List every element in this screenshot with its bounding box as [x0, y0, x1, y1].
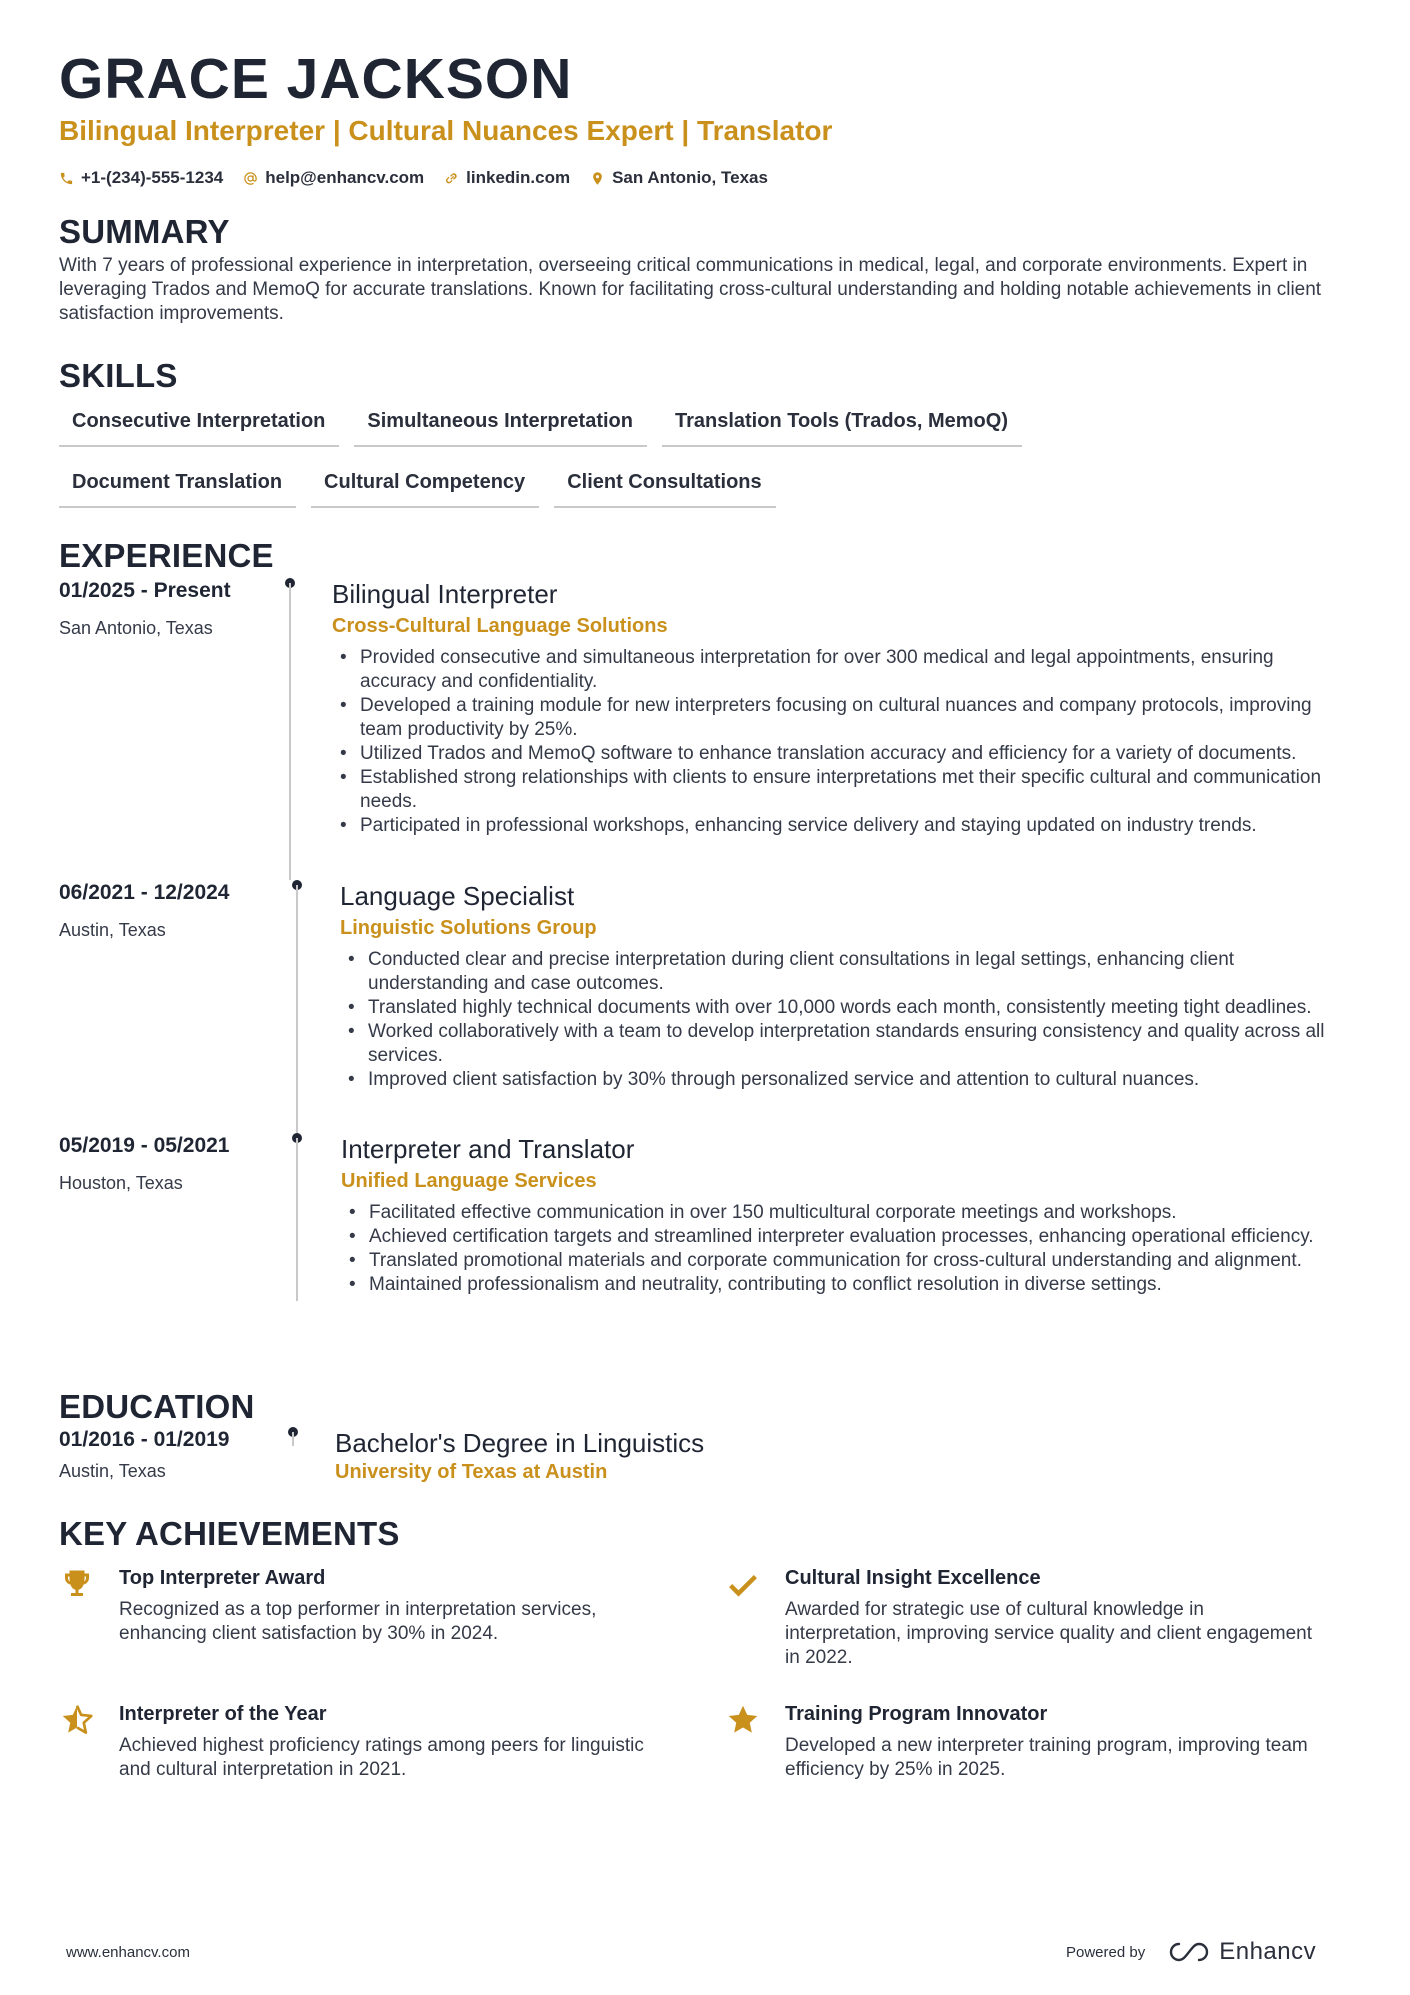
job-company: Linguistic Solutions Group [340, 917, 597, 939]
footer-branding [1066, 1938, 1316, 1966]
achievement-item [59, 1564, 725, 1670]
skill-tag: Document Translation [59, 465, 296, 508]
list-item: • Maintained professionalism and neutrality, contributing to conflict resolution in diverse settings. [341, 1273, 1350, 1297]
job-details [340, 880, 1350, 1133]
location-icon [590, 171, 605, 186]
list-item: • Translated promotional materials and corporate communication for cross-cultural understanding and alignment. [341, 1249, 1350, 1273]
contact-location [590, 168, 768, 188]
list-item: • Utilized Trados and MemoQ software to enhance translation accuracy and efficiency for a variety of documents. [332, 742, 1350, 766]
achievement-body [785, 1700, 1325, 1782]
list-item: • Participated in professional workshops, enhancing service delivery and staying updated on industry trends. [332, 814, 1350, 838]
job-company: Cross-Cultural Language Solutions [332, 615, 668, 637]
job-entry [59, 1133, 1350, 1365]
trophy-icon [59, 1566, 95, 1602]
achievements-title: KEY ACHIEVEMENTS [59, 1515, 400, 1552]
job-date: 06/2021 - 12/2024 [59, 881, 230, 904]
email-text: help@enhancv.com [265, 168, 425, 187]
skill-tag: Cultural Competency [311, 465, 539, 508]
skill-tag: Client Consultations [554, 465, 775, 508]
timeline-line [296, 1138, 298, 1301]
job-entry [59, 880, 1350, 1133]
achievement-desc: Awarded for strategic use of cultural knowledge in interpretation, improving service quality and client engagement in 2022. [785, 1599, 1313, 1668]
education-school: University of Texas at Austin [335, 1461, 608, 1483]
list-item: • Translated highly technical documents with over 10,000 words each month, consistently meeting tight deadlines. [340, 996, 1350, 1020]
achievement-body [119, 1700, 659, 1782]
powered-by-label: Powered by [1066, 1943, 1146, 1961]
achievements-grid [59, 1564, 1350, 1782]
job-company: Unified Language Services [341, 1170, 597, 1192]
education-details [335, 1427, 1350, 1484]
job-location: Houston, Texas [59, 1173, 183, 1193]
list-item: • Worked collaboratively with a team to develop interpretation standards ensuring consistency and quality across all services. [340, 1020, 1350, 1068]
experience-title: EXPERIENCE [59, 537, 274, 574]
footer-website[interactable]: www.enhancv.com [66, 1944, 190, 1961]
location-text: San Antonio, Texas [612, 168, 768, 187]
skill-tag: Simultaneous Interpretation [354, 404, 647, 447]
achievement-body [119, 1564, 659, 1670]
job-title: Bilingual Interpreter [332, 579, 558, 609]
phone-icon [59, 171, 74, 186]
job-details [332, 578, 1350, 880]
achievement-icon-wrap [59, 1564, 119, 1670]
timeline-line [289, 583, 291, 880]
candidate-name: GRACE JACKSON [59, 47, 573, 111]
list-item: • Conducted clear and precise interpretation during client consultations in legal settings, enhancing client understanding and case outcomes. [340, 948, 1350, 996]
job-bullets [341, 1201, 1350, 1297]
list-item: • Established strong relationships with clients to ensure interpretations met their specific cultural and communication needs. [332, 766, 1350, 814]
star-icon [725, 1702, 761, 1738]
contact-email[interactable] [243, 168, 424, 188]
job-meta [59, 578, 332, 880]
achievement-icon-wrap [725, 1700, 785, 1782]
job-bullets [340, 948, 1350, 1092]
at-icon [243, 171, 258, 186]
list-item: • Developed a training module for new interpreters focusing on cultural nuances and company protocols, improving team productivity by 25%. [332, 694, 1350, 742]
timeline-line [296, 885, 298, 1133]
job-bullets [332, 646, 1350, 838]
contact-bar [59, 168, 1350, 188]
contact-linkedin[interactable] [444, 168, 570, 188]
summary-title: SUMMARY [59, 213, 230, 250]
job-title: Language Specialist [340, 881, 575, 911]
achievement-desc: Recognized as a top performer in interpretation services, enhancing client satisfaction by 30% in 2024. [119, 1599, 597, 1644]
achievement-title: Training Program Innovator [785, 1703, 1048, 1725]
achievement-title: Interpreter of the Year [119, 1703, 327, 1725]
achievement-desc: Achieved highest proficiency ratings among peers for linguistic and cultural interpretation in 2021. [119, 1735, 644, 1780]
timeline-line [292, 1432, 294, 1446]
skills-list [59, 404, 1350, 508]
achievement-item [725, 1564, 1359, 1670]
half-star-icon [59, 1702, 95, 1738]
link-icon [444, 171, 459, 186]
experience-section [59, 536, 1350, 1365]
achievement-icon-wrap [725, 1564, 785, 1670]
skills-row [59, 465, 1350, 508]
education-title: EDUCATION [59, 1388, 255, 1425]
list-item: • Achieved certification targets and streamlined interpreter evaluation processes, enhancing operational efficiency. [341, 1225, 1350, 1249]
summary-section [59, 212, 1350, 326]
achievement-desc: Developed a new interpreter training program, improving team efficiency by 25% in 2025. [785, 1735, 1308, 1780]
checkmark-icon [725, 1566, 761, 1602]
achievement-title: Top Interpreter Award [119, 1567, 326, 1589]
candidate-headline: Bilingual Interpreter | Cultural Nuances Expert | Translator [59, 115, 833, 146]
skills-row [59, 404, 1350, 447]
education-degree: Bachelor's Degree in Linguistics [335, 1428, 705, 1458]
achievements-section [59, 1514, 1350, 1782]
job-entry [59, 578, 1350, 880]
achievement-title: Cultural Insight Excellence [785, 1567, 1041, 1589]
skill-tag: Consecutive Interpretation [59, 404, 339, 447]
job-date: 01/2025 - Present [59, 579, 231, 602]
enhancv-logo-icon [1165, 1939, 1213, 1965]
job-meta [59, 1133, 341, 1365]
job-title: Interpreter and Translator [341, 1134, 635, 1164]
brand-name: Enhancv [1219, 1938, 1317, 1965]
job-location: Austin, Texas [59, 920, 166, 940]
education-date: 01/2016 - 01/2019 [59, 1428, 230, 1451]
achievement-body [785, 1564, 1325, 1670]
list-item: • Improved client satisfaction by 30% through personalized service and attention to cultural nuances. [340, 1068, 1350, 1092]
job-details [341, 1133, 1350, 1365]
list-item: • Provided consecutive and simultaneous interpretation for over 300 medical and legal appointments, ensuring accuracy and confidentiality. [332, 646, 1350, 694]
education-section [59, 1387, 1350, 1484]
achievement-item [59, 1700, 725, 1782]
phone-text: +1-(234)-555-1234 [81, 168, 224, 187]
linkedin-text: linkedin.com [466, 168, 571, 187]
contact-phone[interactable] [59, 168, 223, 188]
achievement-item [725, 1700, 1359, 1782]
job-location: San Antonio, Texas [59, 618, 213, 638]
education-location: Austin, Texas [59, 1461, 166, 1481]
summary-text: With 7 years of professional experience in interpretation, overseeing critical communications in medical, legal, and corporate environments. Expert in leveraging Trados and MemoQ for accurate translations. Known for facilitating cross-cultural understanding and holding notable achievements in client satisfaction improvements. [59, 255, 1322, 324]
job-date: 05/2019 - 05/2021 [59, 1134, 230, 1157]
list-item: • Facilitated effective communication in over 150 multicultural corporate meetings and workshops. [341, 1201, 1350, 1225]
skills-section [59, 356, 1350, 508]
achievement-icon-wrap [59, 1700, 119, 1782]
education-entry [59, 1427, 1350, 1484]
skill-tag: Translation Tools (Trados, MemoQ) [662, 404, 1022, 447]
skills-title: SKILLS [59, 357, 178, 394]
brand-logo[interactable] [1165, 1938, 1316, 1966]
